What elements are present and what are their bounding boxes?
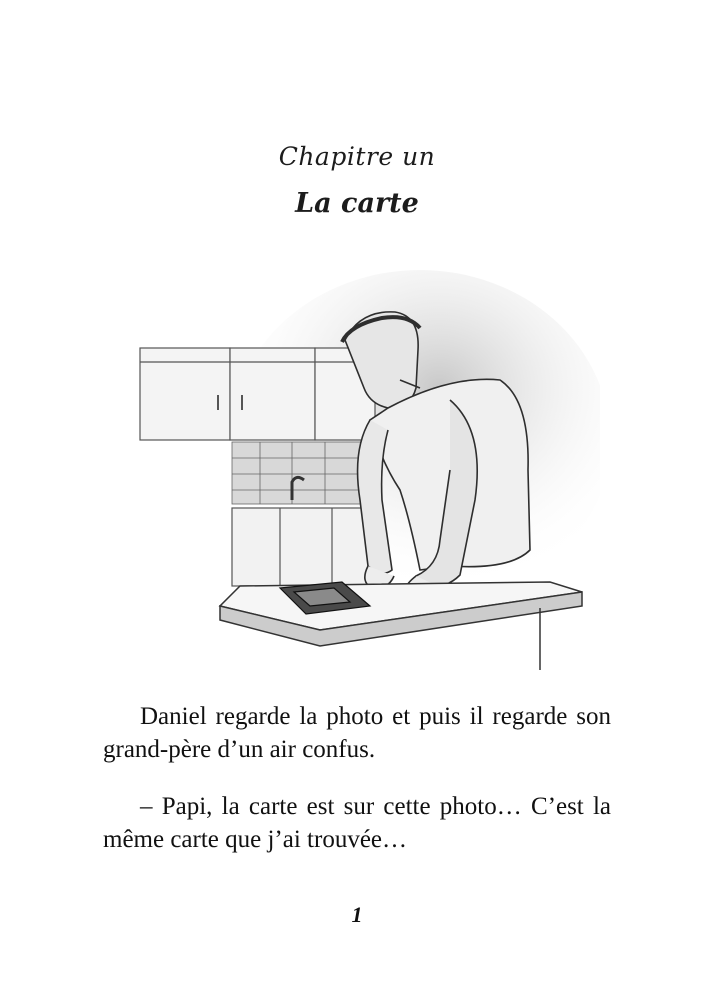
page-number: 1: [351, 902, 363, 927]
counter: [220, 582, 582, 670]
backsplash: [232, 442, 362, 504]
paragraph: Daniel regarde la photo et puis il regarde son grand-père d’un air confus.: [103, 703, 611, 763]
chapter-title: La carte: [295, 188, 419, 219]
kitchen-illustration: [120, 270, 600, 680]
chapter-label: Chapitre un: [278, 142, 436, 171]
paragraph: – Papi, la carte est sur cette photo… C’est la même carte que j’ai trouvée…: [103, 793, 611, 853]
upper-cabinets: [140, 348, 375, 440]
lower-cabinets: [232, 508, 382, 586]
